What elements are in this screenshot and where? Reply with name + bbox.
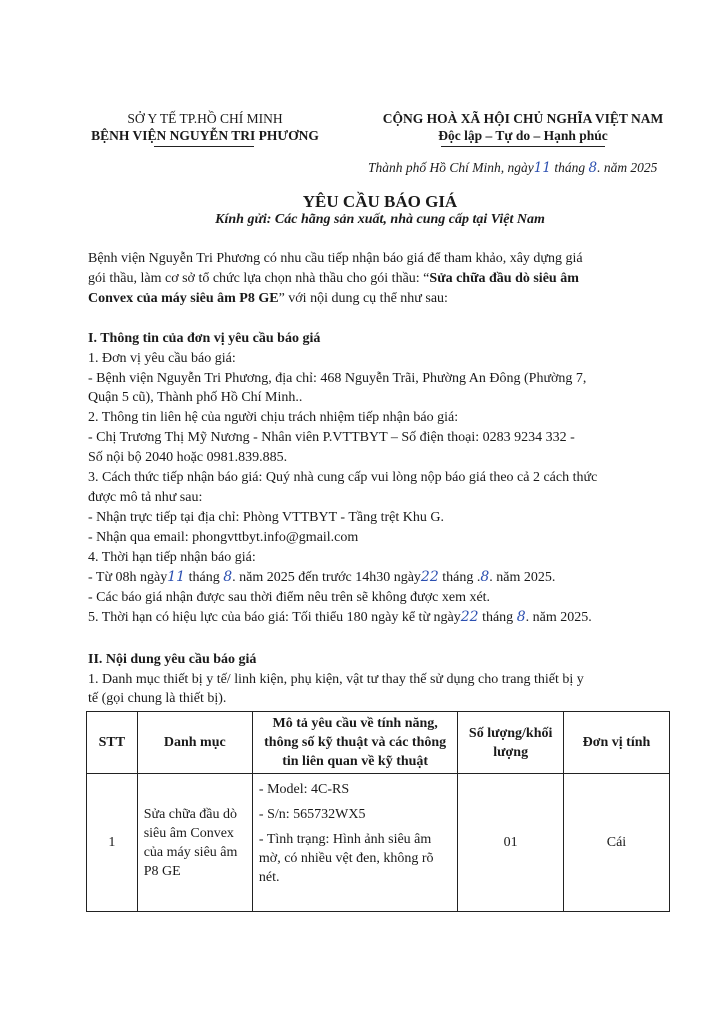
section-1-line: - Chị Trương Thị Mỹ Nương - Nhân viên P.VTTBYT – Số điện thoại: 0283 9234 332 - — [88, 430, 575, 445]
intro-line-1: Bệnh viện Nguyễn Tri Phương có nhu cầu tiếp nhận báo giá để tham khảo, xây dựng giá — [88, 251, 583, 266]
section-1-line: được mô tả như sau: — [88, 490, 203, 505]
section-1-line: 3. Cách thức tiếp nhận báo giá: Quý nhà cung cấp vui lòng nộp báo giá theo cả 2 cách thức — [88, 470, 598, 485]
section-1-deadline-line: - Từ 08h ngày11 tháng 8. năm 2025 đến trước 14h30 ngày22 tháng .8. năm 2025. — [88, 569, 556, 585]
section-1-line: 1. Đơn vị yêu cầu báo giá: — [88, 351, 236, 366]
row-unit: Cái — [563, 774, 669, 912]
date-month-handwritten: 8 — [588, 160, 598, 176]
section-1-line: - Nhận trực tiếp tại địa chỉ: Phòng VTTBYT - Tầng trệt Khu G. — [88, 510, 444, 525]
validity-day-handwritten: 22 — [460, 609, 479, 625]
intro-line-3: Convex của máy siêu âm P8 GE” với nội dung cụ thể như sau: — [88, 291, 448, 306]
hospital-name: BỆNH VIỆN NGUYỄN TRI PHƯƠNG — [91, 128, 319, 143]
section-2-heading: II. Nội dung yêu cầu báo giá — [88, 652, 257, 667]
header-unit: Đơn vị tính — [563, 712, 669, 774]
end-month-handwritten: 8 — [480, 569, 490, 585]
section-1-heading: I. Thông tin của đơn vị yêu cầu báo giá — [88, 331, 321, 346]
section-1-line: 4. Thời hạn tiếp nhận báo giá: — [88, 550, 256, 565]
row-name: Sửa chữa đầu dò siêu âm Convex của máy siêu âm P8 GE — [137, 774, 252, 912]
national-motto: Độc lập – Tự do – Hạnh phúc — [438, 128, 608, 143]
table-header-row — [87, 712, 670, 774]
items-table — [86, 711, 670, 912]
row-spec: - Model: 4C-RS - S/n: 565732WX5 - Tình trạng: Hình ảnh siêu âm mờ, có nhiều vệt đen, không rõ nét. — [252, 774, 458, 912]
row-stt: 1 — [87, 774, 138, 912]
table-row — [87, 774, 670, 912]
agency-name: SỞ Y TẾ TP.HỒ CHÍ MINH — [127, 111, 283, 126]
start-day-handwritten: 11 — [167, 569, 186, 585]
national-title: CỘNG HOÀ XÃ HỘI CHỦ NGHĨA VIỆT NAM — [382, 111, 664, 126]
document-date: Thành phố Hồ Chí Minh, ngày11 tháng 8. năm 2025 — [368, 160, 658, 176]
section-2-line: 1. Danh mục thiết bị y tế/ linh kiện, phụ kiện, vật tư thay thế sử dụng cho trang thiết bị y — [88, 672, 584, 687]
document-recipient: Kính gửi: Các hãng sản xuất, nhà cung cấp tại Việt Nam — [215, 212, 545, 227]
section-1-validity-line: 5. Thời hạn có hiệu lực của báo giá: Tối thiểu 180 ngày kể từ ngày22 tháng 8. năm 2025. — [88, 609, 592, 625]
validity-month-handwritten: 8 — [516, 609, 526, 625]
end-day-handwritten: 22 — [420, 569, 439, 585]
motto-underline — [441, 146, 605, 147]
section-1-line: - Nhận qua email: phongvttbyt.info@gmail.com — [88, 530, 359, 545]
row-quantity: 01 — [458, 774, 564, 912]
document-title: YÊU CẦU BÁO GIÁ — [302, 192, 458, 211]
header-name: Danh mục — [137, 712, 252, 774]
section-1-line: - Các báo giá nhận được sau thời điểm nêu trên sẽ không được xem xét. — [88, 590, 491, 605]
start-month-handwritten: 8 — [223, 569, 233, 585]
section-1-line: - Bệnh viện Nguyễn Tri Phương, địa chỉ: 468 Nguyễn Trãi, Phường An Đông (Phường 7, — [88, 371, 587, 386]
section-1-line: Quận 5 cũ), Thành phố Hồ Chí Minh.. — [88, 390, 303, 405]
header-spec: Mô tả yêu cầu về tính năng, thông số kỹ thuật và các thông tin liên quan về kỹ thuật — [252, 712, 458, 774]
header-quantity: Số lượng/khối lượng — [458, 712, 564, 774]
header-stt: STT — [87, 712, 138, 774]
section-2-line: tế (gọi chung là thiết bị). — [88, 691, 227, 706]
date-day-handwritten: 11 — [533, 160, 551, 176]
section-1-line: 2. Thông tin liên hệ của người chịu trách nhiệm tiếp nhận báo giá: — [88, 410, 459, 425]
hospital-underline — [154, 146, 254, 147]
intro-line-2: gói thầu, làm cơ sở tổ chức lựa chọn nhà thầu cho gói thầu: “Sửa chữa đầu dò siêu âm — [88, 271, 579, 286]
section-1-line: Số nội bộ 2040 hoặc 0981.839.885. — [88, 450, 288, 465]
